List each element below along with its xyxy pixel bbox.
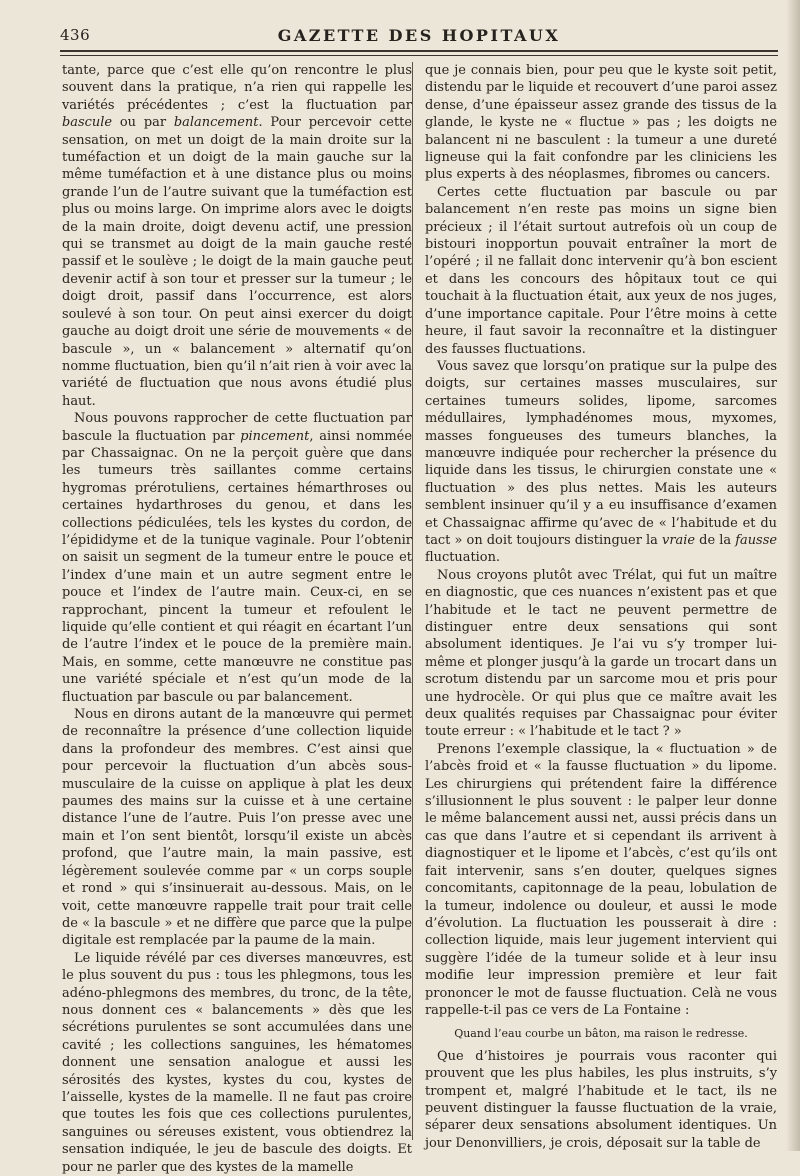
paragraph: Que d’histoires je pourrais vous raconter qui prouvent que les plus habiles, les plus instruits, s’y trompent et, malgré l’habitude et le tact, ils ne peuvent distinguer la fausse fluctuation de la vraie, séparer deux sensations absolument identiques. Un jour Denonvilliers, je crois, déposait sur la table de <box>425 1048 777 1151</box>
right-column <box>425 62 777 1152</box>
paragraph: que je connais bien, pour peu que le kyste soit petit, distendu par le liquide et recouvert d’une paroi assez dense, d’une épaisseur assez grande des tissus de la glande, le kyste ne « fluctue » pas ; les doigts ne balancent ni ne basculent : la tumeur a une dureté ligneuse qui la fait confondre par les cliniciens les plus experts à des néoplasmes, fibromes ou cancers. <box>425 63 777 183</box>
journal-title: GAZETTE DES HOPITAUX <box>277 26 561 45</box>
page-edge-shadow <box>786 0 800 1151</box>
paragraph: Nous en dirons autant de la manœuvre qui permet de reconnaître la présence d’une collection liquide dans la profondeur des membres. C’est ainsi que pour percevoir la fluctuation d’un abcès sous-musculaire de la cuisse on applique à plat les deux paumes des mains sur la cuisse et à une certaine distance l’une de l’autre. Puis l’on presse avec une main et l’on sent bientôt, lorsqu’il existe un abcès profond, que l’autre main, la main passive, est légèrement soulevée comme par « un corps souple et rond » qui s’insinuerait au-dessous. Mais, on le voit, cette manœuvre rappelle trait pour trait celle de « la bascule » et ne diffère que parce que la pulpe digitale est remplacée par la paume de la main. <box>62 707 412 949</box>
paragraph: Vous savez que lorsqu’on pratique sur la pulpe des doigts, sur certaines masses musculaires, sur certaines tumeurs solides, lipome, sarcomes médullaires, lymphadénomes mous, myxomes, masses fongueuses des tumeurs blanches, la manœuvre indiquée pour rechercher la présence du liquide dans les tissus, le chirurgien constate une « fluctuation » des plus nettes. Mais les auteurs semblent insinuer qu’il y a eu insuffisance d’examen et Chassaignac affirme qu’avec de « l’habitude et du tact » on doit toujours distinguer la vraie de la fausse fluctuation. <box>425 358 777 566</box>
verse-quote: Quand l’eau courbe un bâton, ma raison le redresse. <box>454 1027 748 1041</box>
paragraph: Le liquide révélé par ces diverses manœuvres, est le plus souvent du pus : tous les phlegmons, tous les adéno-phlegmons des membres, du tronc, de la tête, nous donnent ces « balancements » dès que les sécrétions purulentes se sont accumulées dans une cavité ; les collections sanguines, les hématomes donnent une sensation analogue et aussi les sérosités des kystes, kystes du cou, kystes de l’aisselle, kystes de la mamelle. Il ne faut pas croire que toutes les fois que ces collections purulentes, sanguines ou séreuses existent, vous obtiendrez la sensation indiquée, le jeu de bascule des doigts. Et pour ne parler que des kystes de la mamelle <box>62 950 412 1175</box>
paragraph: Prenons l’exemple classique, la « fluctuation » de l’abcès froid et « la fausse fluctuation » du lipome. Les chirurgiens qui prétendent faire la différence s’illusionnent le plus souvent : le palper leur donne le même balancement aussi net, aussi précis dans un cas que dans l’autre et si cependant ils arrivent à diagnostiquer et le lipome et l’abcès, c’est qu’ils ont fait intervenir, sans s’en douter, quelques signes concomitants, capitonnage de la peau, lobulation de la tumeur, indolence ou douleur, et aussi le mode d’évolution. La fluctuation les pousserait à dire : collection liquide, mais leur jugement intervient qui suggère l’idée de la tumeur solide et à leur insu modifie leur impression première et leur fait prononcer le mot de fausse fluctuation. Celà ne vous rappelle-t-il pas ce vers de La Fontaine : <box>425 741 777 1018</box>
column-divider <box>412 62 413 1140</box>
page-number: 436 <box>60 26 91 44</box>
left-column <box>62 62 412 1176</box>
page-header <box>60 26 778 48</box>
paragraph: Nous pouvons rapprocher de cette fluctuation par bascule la fluctuation par pincement, ainsi nommée par Chassaignac. On ne la perçoit guère que dans les tumeurs très saillantes comme certains hygromas prérotuliens, certaines hémarthroses ou certaines hydarthroses du genou, et dans les collections pédiculées, tels les kystes du cordon, de l’épididyme et de la tunique vaginale. Pour l’obtenir on saisit un segment de la tumeur entre le pouce et l’index d’une main et un autre segment entre le pouce et l’index de l’autre main. Ceux-ci, en se rapprochant, pincent la tumeur et refoulent le liquide qu’elle contient et qui réagit en écartant l’un de l’autre l’index et le pouce de la première main. Mais, en somme, cette manœuvre ne constitue pas une variété spéciale et n’est qu’un mode de la fluctuation par bascule ou par balancement. <box>62 411 412 705</box>
paragraph: Certes cette fluctuation par bascule ou par balancement n’en reste pas moins un signe bien précieux ; il l’était surtout autrefois où un coup de bistouri inopportun pouvait entraîner la mort de l’opéré ; il ne fallait donc intervenir qu’à bon escient et dans les concours des hôpitaux tout ce qui touchait à la fluctuation était, aux yeux de nos juges, d’une importance capitale. Pour l’être moins à cette heure, il faut savoir la reconnaître et la distinguer des fausses fluctuations. <box>425 184 777 357</box>
paragraph: Nous croyons plutôt avec Trélat, qui fut un maître en diagnostic, que ces nuances n’existent pas et que l’habitude et le tact ne peuvent permettre de distinguer entre deux sensations qui sont absolument identiques. Je l’ai vu s’y tromper lui-même et plonger jusqu’à la garde un trocart dans un scrotum distendu par un sarcome mou et pris pour une hydrocèle. Or qui plus que ce maître avait les deux qualités requises par Chassaignac pour éviter toute erreur : « l’habitude et le tact ? » <box>425 567 777 740</box>
header-rule-thick <box>60 50 778 52</box>
paragraph: tante, parce que c’est elle qu’on rencontre le plus souvent dans la pratique, n’a rien qui rappelle les variétés précédentes ; c’est la fluctuation par bascule ou par balancement. Pour percevoir cette sensation, on met un doigt de la main droite sur la tuméfaction et un doigt de la main gauche sur la même tuméfaction et à une distance plus ou moins grande l’un de l’autre suivant que la tuméfaction est plus ou moins large. On imprime alors avec le doigts de la main droite, doigt devenu actif, une pression qui se transmet au doigt de la main gauche resté passif et le soulève ; le doigt de la main gauche peut devenir actif à son tour et presser sur la tumeur ; le doigt droit, passif dans l’occurrence, est alors soulevé à son tour. On peut ainsi exercer du doigt gauche au doigt droit une série de mouvements « de bascule », un « balancement » alternatif qu’on nomme fluctuation, bien qu’il n’ait rien à voir avec la variété de fluctuation que nous avons étudié plus haut. <box>62 63 413 409</box>
header-rule-thin <box>60 55 778 56</box>
